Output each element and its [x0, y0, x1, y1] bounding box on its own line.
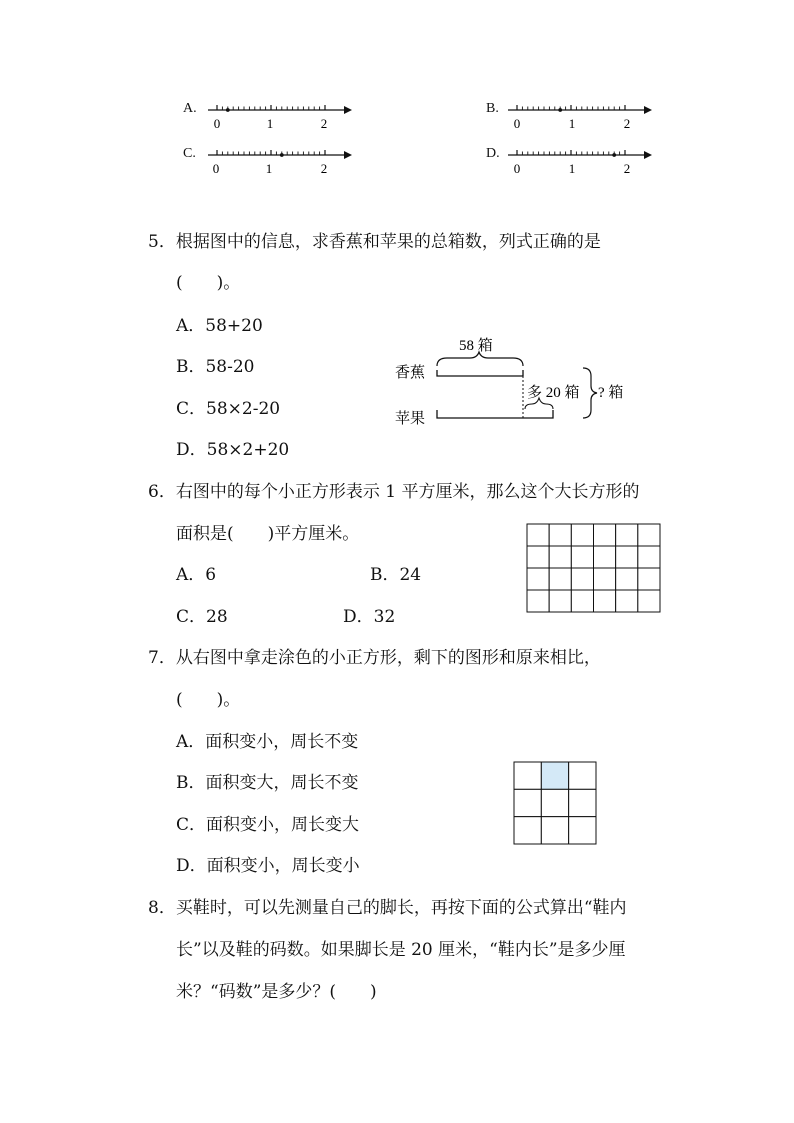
q5-option-b: B．58-20 — [176, 357, 255, 377]
q8-line-3: 米？“码数”是多少？( ) — [176, 982, 377, 1002]
grid-square — [527, 524, 549, 546]
number-line-a — [198, 98, 363, 134]
q6-option-c: C．28 — [176, 607, 228, 627]
grid-square — [514, 762, 541, 789]
tick-label-0: 0 — [212, 161, 220, 176]
grid-square — [549, 568, 571, 590]
grid-square — [616, 546, 638, 568]
grid-square — [571, 524, 593, 546]
apple-label: 苹果 — [395, 411, 426, 427]
tick-label-0: 0 — [513, 161, 521, 176]
axis-arrow-icon — [644, 106, 652, 114]
grid-square — [571, 546, 593, 568]
q7-option-d: D．面积变小，周长变小 — [176, 856, 360, 876]
q8-line-1: 8．买鞋时，可以先测量自己的脚长，再按下面的公式算出“鞋内 — [148, 898, 627, 918]
grid-square — [616, 590, 638, 612]
tick-label-2: 2 — [320, 161, 328, 176]
grid-square — [594, 590, 616, 612]
tick-label-0: 0 — [213, 116, 221, 131]
grid-square — [527, 546, 549, 568]
grid-square — [616, 524, 638, 546]
q6-rectangle-grid — [526, 523, 661, 613]
tick-label-2: 2 — [623, 116, 631, 131]
grid-square — [569, 817, 596, 844]
tick-label-1: 1 — [568, 116, 576, 131]
q6-stem: 6．右图中的每个小正方形表示 1 平方厘米，那么这个大长方形的 — [148, 482, 640, 502]
number-line-d — [500, 143, 660, 179]
axis-arrow-icon — [344, 151, 352, 159]
grid-square — [638, 546, 660, 568]
grid-square — [571, 568, 593, 590]
q5-option-c: C．58×2-20 — [176, 399, 281, 419]
extra-label: 多 20 箱 — [527, 385, 580, 401]
banana-count-label: 58 箱 — [459, 338, 493, 354]
grid-square — [514, 817, 541, 844]
tick-label-1: 1 — [266, 116, 274, 131]
shaded-square — [541, 762, 568, 789]
grid-square — [549, 524, 571, 546]
q5-bar-diagram — [385, 330, 635, 435]
q7-option-b: B．面积变大，周长不变 — [176, 773, 359, 793]
q7-option-a: A．面积变小，周长不变 — [176, 732, 359, 752]
total-label: ? 箱 — [598, 385, 624, 401]
grid-square — [569, 789, 596, 816]
option-c-letter: C. — [183, 146, 196, 161]
option-b-letter: B. — [486, 101, 499, 116]
grid-square — [514, 789, 541, 816]
number-line-b — [500, 98, 660, 134]
q7-blank: ( )。 — [176, 690, 241, 710]
q8-line-2: 长”以及鞋的码数。如果脚长是 20 厘米，“鞋内长”是多少厘 — [176, 940, 626, 960]
option-d-letter: D. — [486, 146, 500, 161]
grid-square — [571, 590, 593, 612]
q7-option-c: C．面积变小，周长变大 — [176, 815, 360, 835]
apple-bar — [437, 410, 553, 418]
q7-stem: 7．从右图中拿走涂色的小正方形，剩下的图形和原来相比， — [148, 648, 601, 668]
q6-option-d: D．32 — [343, 607, 396, 627]
q6-option-b: B．24 — [370, 565, 422, 585]
grid-square — [527, 590, 549, 612]
q5-blank: ( )。 — [176, 273, 241, 293]
total-brace — [583, 368, 597, 418]
marked-point — [558, 108, 562, 112]
q5-option-a: A．58+20 — [176, 316, 263, 336]
tick-label-2: 2 — [320, 116, 328, 131]
grid-square — [541, 817, 568, 844]
grid-square — [616, 568, 638, 590]
tick-label-1: 1 — [265, 161, 273, 176]
q5-stem: 5．根据图中的信息，求香蕉和苹果的总箱数，列式正确的是 — [148, 232, 601, 252]
q5-option-d: D．58×2+20 — [176, 440, 290, 460]
banana-label: 香蕉 — [395, 365, 426, 381]
marked-point — [226, 108, 230, 112]
marked-point — [280, 153, 284, 157]
grid-square — [638, 524, 660, 546]
marked-point — [612, 153, 616, 157]
tick-label-2: 2 — [623, 161, 631, 176]
tick-label-1: 1 — [568, 161, 576, 176]
q6-option-a: A．6 — [176, 565, 217, 585]
grid-square — [569, 762, 596, 789]
axis-arrow-icon — [344, 106, 352, 114]
q7-square-grid — [513, 761, 597, 845]
grid-square — [541, 789, 568, 816]
tick-label-0: 0 — [513, 116, 521, 131]
grid-square — [638, 568, 660, 590]
option-a-letter: A. — [183, 101, 197, 116]
number-line-c — [198, 143, 363, 179]
grid-square — [549, 546, 571, 568]
grid-square — [549, 590, 571, 612]
grid-square — [638, 590, 660, 612]
banana-brace — [437, 352, 523, 366]
q6-stem-continued: 面积是( )平方厘米。 — [176, 524, 360, 544]
axis-arrow-icon — [644, 151, 652, 159]
grid-square — [594, 524, 616, 546]
grid-square — [594, 568, 616, 590]
grid-square — [594, 546, 616, 568]
grid-square — [527, 568, 549, 590]
banana-bar — [437, 370, 523, 376]
